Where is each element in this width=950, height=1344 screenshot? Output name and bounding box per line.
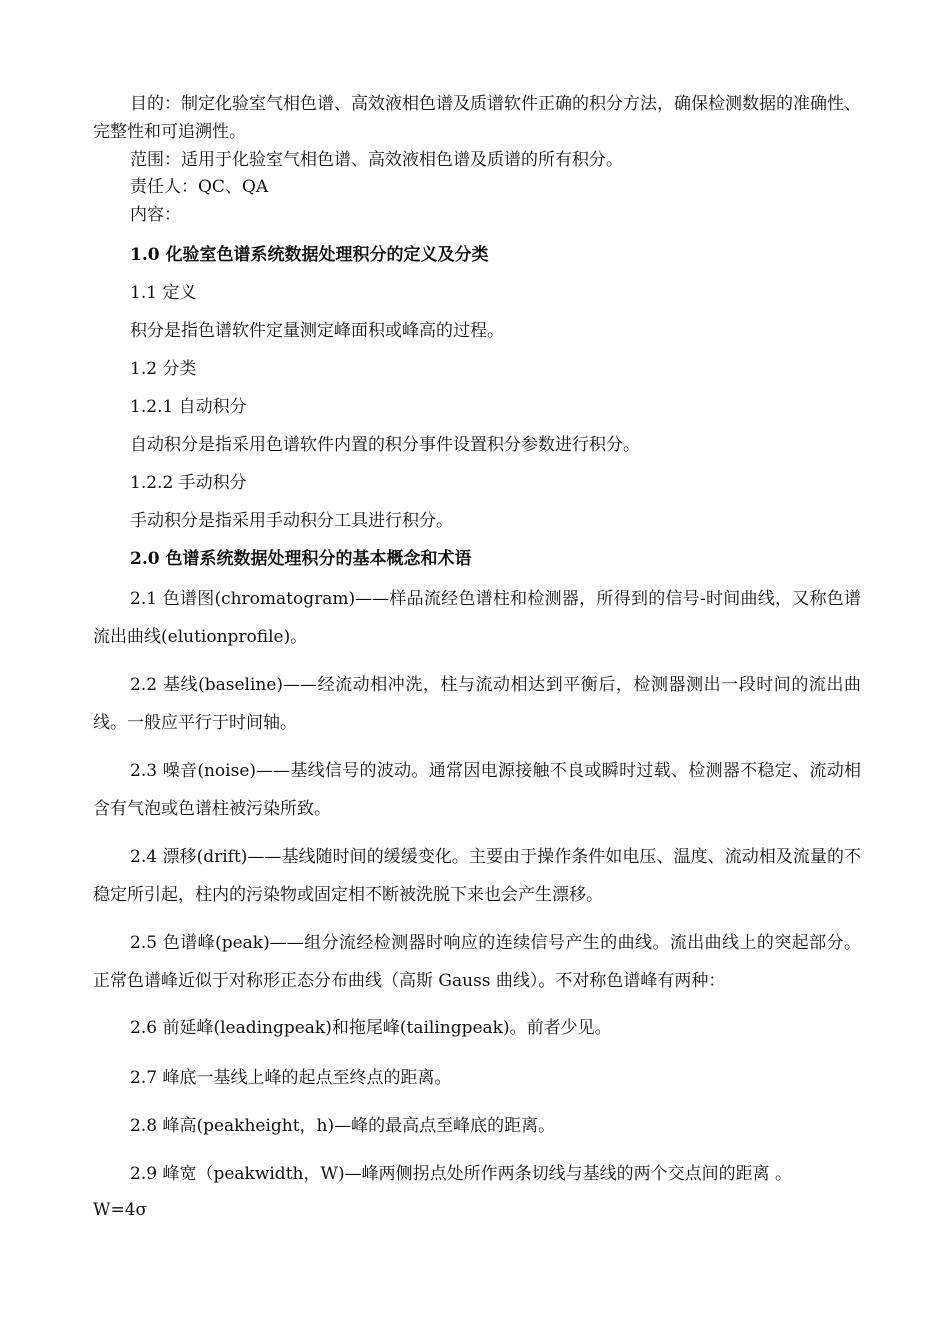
paragraph-scope: 范围：适用于化验室气相色谱、高效液相色谱及质谱的所有积分。	[130, 150, 623, 170]
subheading-1-2-2: 1.2.2 手动积分	[130, 473, 247, 493]
paragraph-purpose: 目的：制定化验室气相色谱、高效液相色谱及质谱软件正确的积分方法，确保检测数据的准确性、完整性和可追溯性。	[93, 94, 861, 142]
subheading-1-1: 1.1 定义	[130, 283, 197, 303]
paragraph-1-1: 积分是指色谱软件定量测定峰面积或峰高的过程。	[130, 321, 504, 341]
subheading-1-2: 1.2 分类	[130, 359, 197, 379]
heading-section-1: 1.0 化验室色谱系统数据处理积分的定义及分类	[130, 245, 489, 265]
term-2-2-baseline: 2.2 基线(baseline)——经流动相冲洗，柱与流动相达到平衡后，检测器测出一段时间的流出曲线。一般应平行于时间轴。	[93, 675, 861, 733]
paragraph-1-2-1: 自动积分是指采用色谱软件内置的积分事件设置积分参数进行积分。	[130, 435, 640, 455]
paragraph-responsible: 责任人：QC、QA	[130, 177, 269, 197]
term-2-5-peak: 2.5 色谱峰(peak)——组分流经检测器时响应的连续信号产生的曲线。流出曲线上的突起部分。正常色谱峰近似于对称形正态分布曲线（高斯 Gauss 曲线）。不对称色谱峰有两种：	[93, 933, 861, 991]
term-2-9-peak-width: 2.9 峰宽（peakwidth，W)—峰两侧拐点处所作两条切线与基线的两个交点间的距离 。	[130, 1164, 792, 1184]
term-2-3-noise: 2.3 噪音(noise)——基线信号的波动。通常因电源接触不良或瞬时过载、检测器不稳定、流动相含有气泡或色谱柱被污染所致。	[93, 761, 861, 819]
paragraph-content: 内容：	[130, 205, 181, 225]
paragraph-1-2-2: 手动积分是指采用手动积分工具进行积分。	[130, 511, 453, 531]
term-2-7-peak-base: 2.7 峰底一基线上峰的起点至终点的距离。	[130, 1068, 452, 1088]
heading-section-2: 2.0 色谱系统数据处理积分的基本概念和术语	[130, 549, 472, 569]
term-2-1-chromatogram: 2.1 色谱图(chromatogram)——样品流经色谱柱和检测器，所得到的信号-时间曲线，又称色谱流出曲线(elutionprofile)。	[93, 589, 861, 647]
term-2-8-peak-height: 2.8 峰高(peakheight，h)—峰的最高点至峰底的距离。	[130, 1116, 556, 1136]
term-2-4-drift: 2.4 漂移(drift)——基线随时间的缓缓变化。主要由于操作条件如电压、温度、流动相及流量的不稳定所引起，柱内的污染物或固定相不断被洗脱下来也会产生漂移。	[93, 847, 861, 905]
term-2-6-leading-tailing-peak: 2.6 前延峰(leadingpeak)和拖尾峰(tailingpeak)。前者少见。	[130, 1018, 612, 1038]
subheading-1-2-1: 1.2.1 自动积分	[130, 397, 247, 417]
formula-peak-width: W=4σ	[93, 1200, 148, 1220]
